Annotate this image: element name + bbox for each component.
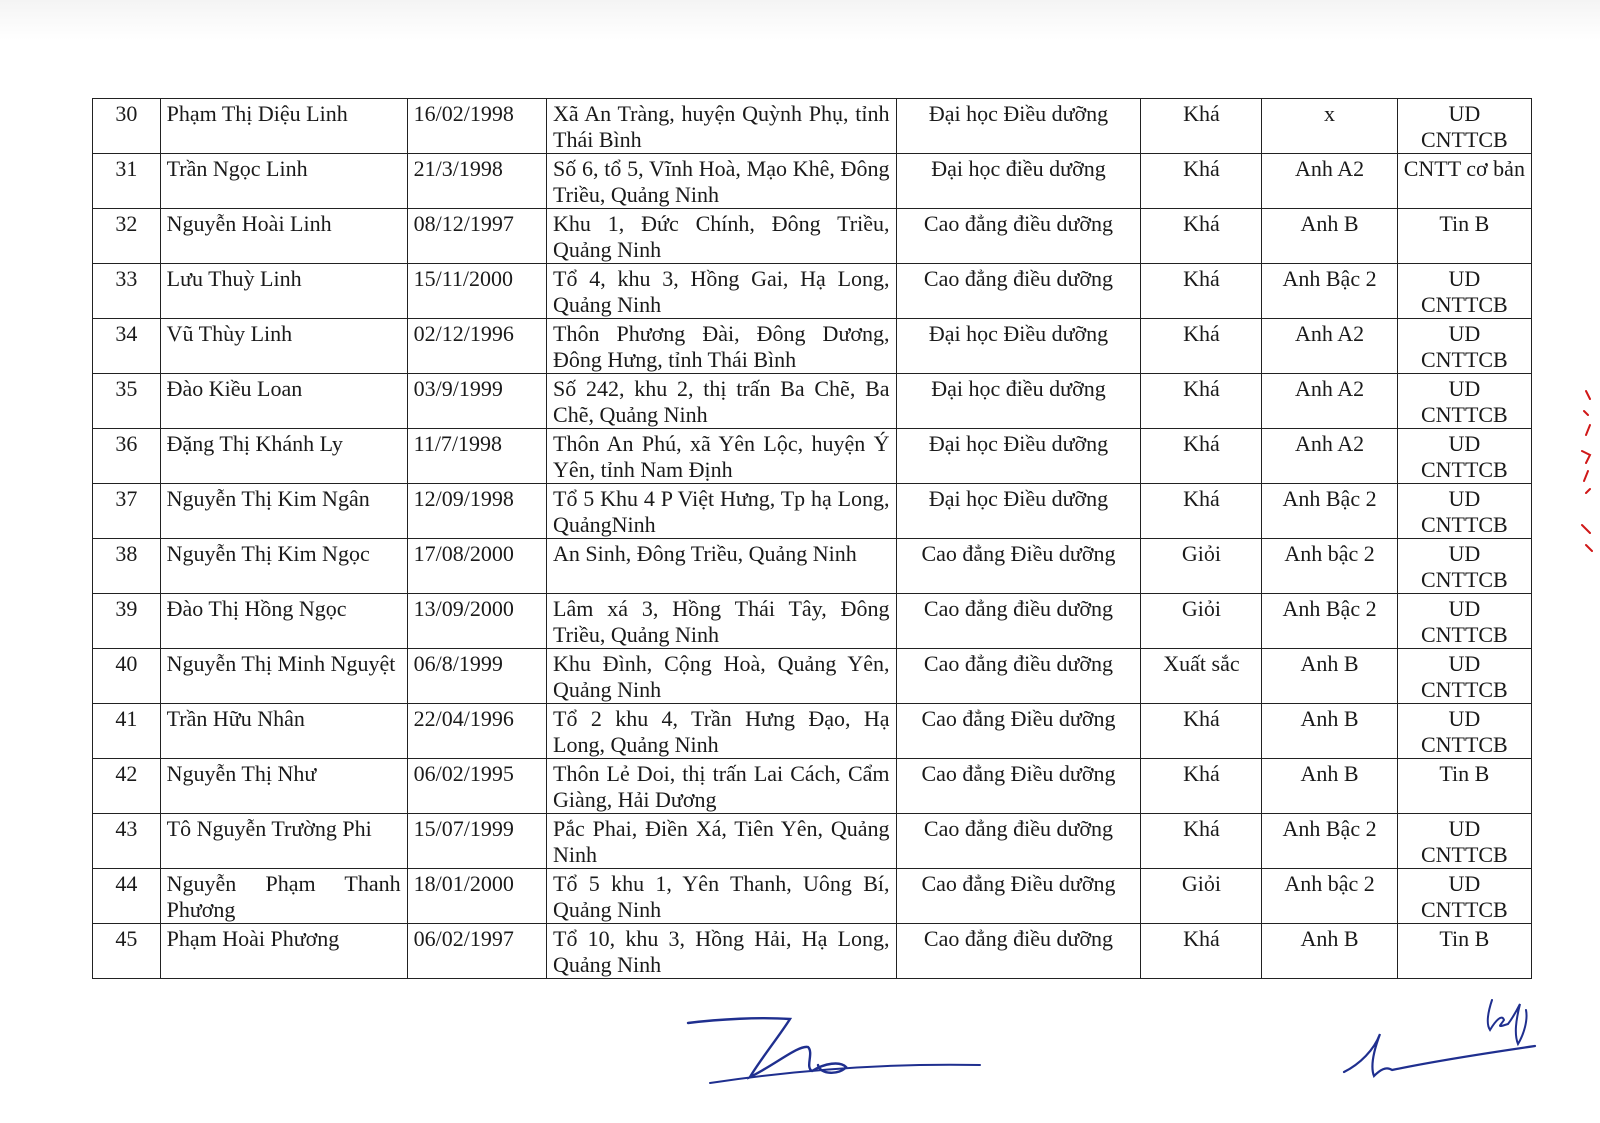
candidate-name: Trần Hữu Nhân <box>166 706 305 731</box>
cell-name <box>160 539 407 594</box>
cell-address: Lâm xá 3, Hồng Thái Tây, Đông Triều, Quảng Ninh <box>547 594 897 649</box>
cell-dob: 06/02/1997 <box>407 924 546 979</box>
table-row <box>93 649 1532 704</box>
cell-dob: 15/07/1999 <box>407 814 546 869</box>
cell-it: UD CNTTCB <box>1397 264 1531 319</box>
cell-english: Anh Bậc 2 <box>1262 484 1397 539</box>
cell-address: Tổ 10, khu 3, Hồng Hải, Hạ Long, Quảng Ninh <box>547 924 897 979</box>
cell-education: Đại học điều dưỡng <box>896 154 1141 209</box>
cell-name <box>160 594 407 649</box>
cell-it: UD CNTTCB <box>1397 429 1531 484</box>
cell-name <box>160 484 407 539</box>
cell-english: Anh Bậc 2 <box>1262 264 1397 319</box>
table-body <box>93 99 1532 979</box>
stamp-edge-mark <box>1576 385 1598 565</box>
cell-address: Tổ 5 khu 1, Yên Thanh, Uông Bí, Quảng Ninh <box>547 869 897 924</box>
cell-address: Tổ 2 khu 4, Trần Hưng Đạo, Hạ Long, Quảng Ninh <box>547 704 897 759</box>
table-row <box>93 429 1532 484</box>
cell-it: Tin B <box>1397 924 1531 979</box>
cell-name <box>160 869 407 924</box>
candidate-name: Tô Nguyễn Trường Phi <box>166 816 372 841</box>
cell-dob: 06/8/1999 <box>407 649 546 704</box>
cell-english: x <box>1262 99 1397 154</box>
cell-rank: Khá <box>1141 319 1262 374</box>
cell-address: Khu Đình, Cộng Hoà, Quảng Yên, Quảng Ninh <box>547 649 897 704</box>
cell-english: Anh bậc 2 <box>1262 869 1397 924</box>
cell-education: Cao đẳng điều dưỡng <box>896 814 1141 869</box>
cell-education: Cao đẳng Điều dưỡng <box>896 539 1141 594</box>
cell-dob: 21/3/1998 <box>407 154 546 209</box>
table-row <box>93 99 1532 154</box>
cell-address: Thôn Lẻ Doi, thị trấn Lai Cách, Cẩm Giàng, Hải Dương <box>547 759 897 814</box>
signature-right <box>1330 990 1560 1090</box>
cell-stt: 34 <box>93 319 161 374</box>
cell-stt: 38 <box>93 539 161 594</box>
cell-stt: 43 <box>93 814 161 869</box>
table-row <box>93 154 1532 209</box>
cell-name <box>160 704 407 759</box>
cell-education: Đại học Điều dưỡng <box>896 319 1141 374</box>
cell-it: UD CNTTCB <box>1397 814 1531 869</box>
table-row <box>93 924 1532 979</box>
table-row <box>93 484 1532 539</box>
cell-address: Thôn Phương Đài, Đông Dương, Đông Hưng, tỉnh Thái Bình <box>547 319 897 374</box>
cell-stt: 37 <box>93 484 161 539</box>
candidate-name: Nguyễn Thị Như <box>166 761 317 786</box>
table-row <box>93 209 1532 264</box>
cell-rank: Khá <box>1141 374 1262 429</box>
cell-address: Số 242, khu 2, thị trấn Ba Chẽ, Ba Chẽ, Quảng Ninh <box>547 374 897 429</box>
cell-stt: 36 <box>93 429 161 484</box>
cell-address: Xã An Tràng, huyện Quỳnh Phụ, tỉnh Thái Bình <box>547 99 897 154</box>
cell-it: UD CNTTCB <box>1397 539 1531 594</box>
cell-stt: 44 <box>93 869 161 924</box>
cell-rank: Xuất sắc <box>1141 649 1262 704</box>
cell-dob: 13/09/2000 <box>407 594 546 649</box>
cell-rank: Giỏi <box>1141 869 1262 924</box>
candidate-name: Lưu Thuỳ Linh <box>166 266 302 291</box>
cell-it: UD CNTTCB <box>1397 649 1531 704</box>
cell-english: Anh B <box>1262 704 1397 759</box>
cell-education: Đại học Điều dưỡng <box>896 484 1141 539</box>
candidate-name: Nguyễn Hoài Linh <box>166 211 332 236</box>
cell-stt: 35 <box>93 374 161 429</box>
cell-dob: 06/02/1995 <box>407 759 546 814</box>
cell-it: UD CNTTCB <box>1397 484 1531 539</box>
cell-education: Cao đẳng điều dưỡng <box>896 264 1141 319</box>
cell-rank: Khá <box>1141 429 1262 484</box>
cell-it: UD CNTTCB <box>1397 99 1531 154</box>
cell-education: Cao đẳng Điều dưỡng <box>896 869 1141 924</box>
cell-dob: 12/09/1998 <box>407 484 546 539</box>
cell-rank: Khá <box>1141 759 1262 814</box>
cell-dob: 16/02/1998 <box>407 99 546 154</box>
candidate-name: Nguyễn Phạm Thanh Phương <box>166 871 401 922</box>
cell-education: Cao đẳng điều dưỡng <box>896 209 1141 264</box>
candidate-name: Đặng Thị Khánh Ly <box>166 431 343 456</box>
cell-rank: Giỏi <box>1141 594 1262 649</box>
cell-address: Pắc Phai, Điền Xá, Tiên Yên, Quảng Ninh <box>547 814 897 869</box>
cell-name <box>160 264 407 319</box>
cell-name <box>160 99 407 154</box>
cell-english: Anh B <box>1262 759 1397 814</box>
candidate-name: Vũ Thùy Linh <box>166 321 293 346</box>
cell-education: Cao đẳng Điều dưỡng <box>896 759 1141 814</box>
cell-stt: 30 <box>93 99 161 154</box>
table-row <box>93 759 1532 814</box>
cell-it: UD CNTTCB <box>1397 869 1531 924</box>
cell-education: Cao đẳng điều dưỡng <box>896 924 1141 979</box>
cell-english: Anh B <box>1262 924 1397 979</box>
cell-address: Số 6, tổ 5, Vĩnh Hoà, Mạo Khê, Đông Triều, Quảng Ninh <box>547 154 897 209</box>
cell-stt: 33 <box>93 264 161 319</box>
table-row <box>93 374 1532 429</box>
cell-education: Đại học Điều dưỡng <box>896 429 1141 484</box>
cell-it: Tin B <box>1397 209 1531 264</box>
cell-rank: Giỏi <box>1141 539 1262 594</box>
cell-education: Đại học điều dưỡng <box>896 374 1141 429</box>
cell-stt: 31 <box>93 154 161 209</box>
cell-name <box>160 759 407 814</box>
cell-rank: Khá <box>1141 924 1262 979</box>
cell-stt: 32 <box>93 209 161 264</box>
table-row <box>93 264 1532 319</box>
cell-education: Cao đẳng Điều dưỡng <box>896 704 1141 759</box>
cell-english: Anh A2 <box>1262 319 1397 374</box>
cell-english: Anh B <box>1262 209 1397 264</box>
signature-left <box>680 1005 990 1095</box>
cell-it: UD CNTTCB <box>1397 374 1531 429</box>
cell-dob: 11/7/1998 <box>407 429 546 484</box>
cell-dob: 18/01/2000 <box>407 869 546 924</box>
cell-name <box>160 429 407 484</box>
cell-stt: 41 <box>93 704 161 759</box>
cell-address: Tổ 5 Khu 4 P Việt Hưng, Tp hạ Long, QuảngNinh <box>547 484 897 539</box>
cell-name <box>160 154 407 209</box>
candidate-name: Nguyễn Thị Minh Nguyệt <box>166 651 396 676</box>
cell-english: Anh B <box>1262 649 1397 704</box>
candidate-name: Trần Ngọc Linh <box>166 156 308 181</box>
cell-dob: 17/08/2000 <box>407 539 546 594</box>
table-row <box>93 319 1532 374</box>
cell-rank: Khá <box>1141 264 1262 319</box>
cell-address: Thôn An Phú, xã Yên Lộc, huyện Ý Yên, tỉnh Nam Định <box>547 429 897 484</box>
cell-it: UD CNTTCB <box>1397 319 1531 374</box>
cell-address: An Sinh, Đông Triều, Quảng Ninh <box>547 539 897 594</box>
candidate-name: Đào Thị Hồng Ngọc <box>166 596 347 621</box>
cell-stt: 39 <box>93 594 161 649</box>
cell-rank: Khá <box>1141 99 1262 154</box>
cell-name <box>160 924 407 979</box>
cell-name <box>160 209 407 264</box>
cell-english: Anh A2 <box>1262 374 1397 429</box>
cell-name <box>160 649 407 704</box>
cell-english: Anh Bậc 2 <box>1262 814 1397 869</box>
candidate-table <box>92 98 1532 979</box>
cell-dob: 03/9/1999 <box>407 374 546 429</box>
cell-address: Tổ 4, khu 3, Hồng Gai, Hạ Long, Quảng Ninh <box>547 264 897 319</box>
cell-stt: 42 <box>93 759 161 814</box>
cell-education: Cao đẳng điều dưỡng <box>896 649 1141 704</box>
cell-it: UD CNTTCB <box>1397 704 1531 759</box>
cell-education: Đại học Điều dưỡng <box>896 99 1141 154</box>
table-row <box>93 704 1532 759</box>
candidate-name: Nguyễn Thị Kim Ngân <box>166 486 370 511</box>
candidate-name: Phạm Thị Diệu Linh <box>166 101 348 126</box>
cell-english: Anh bậc 2 <box>1262 539 1397 594</box>
cell-rank: Khá <box>1141 154 1262 209</box>
cell-dob: 15/11/2000 <box>407 264 546 319</box>
candidate-name: Phạm Hoài Phương <box>166 926 340 951</box>
cell-education: Cao đẳng điều dưỡng <box>896 594 1141 649</box>
cell-stt: 45 <box>93 924 161 979</box>
cell-dob: 02/12/1996 <box>407 319 546 374</box>
cell-address: Khu 1, Đức Chính, Đông Triều, Quảng Ninh <box>547 209 897 264</box>
cell-it: CNTT cơ bản <box>1397 154 1531 209</box>
table-row <box>93 814 1532 869</box>
cell-english: Anh A2 <box>1262 429 1397 484</box>
cell-name <box>160 319 407 374</box>
table-row <box>93 594 1532 649</box>
cell-stt: 40 <box>93 649 161 704</box>
cell-rank: Khá <box>1141 704 1262 759</box>
cell-dob: 22/04/1996 <box>407 704 546 759</box>
cell-rank: Khá <box>1141 209 1262 264</box>
cell-english: Anh A2 <box>1262 154 1397 209</box>
table-row <box>93 539 1532 594</box>
cell-it: Tin B <box>1397 759 1531 814</box>
table-row <box>93 869 1532 924</box>
cell-name <box>160 374 407 429</box>
cell-rank: Khá <box>1141 484 1262 539</box>
candidate-name: Nguyễn Thị Kim Ngọc <box>166 541 370 566</box>
cell-rank: Khá <box>1141 814 1262 869</box>
cell-name <box>160 814 407 869</box>
cell-dob: 08/12/1997 <box>407 209 546 264</box>
cell-english: Anh Bậc 2 <box>1262 594 1397 649</box>
cell-it: UD CNTTCB <box>1397 594 1531 649</box>
candidate-name: Đào Kiều Loan <box>166 376 303 401</box>
